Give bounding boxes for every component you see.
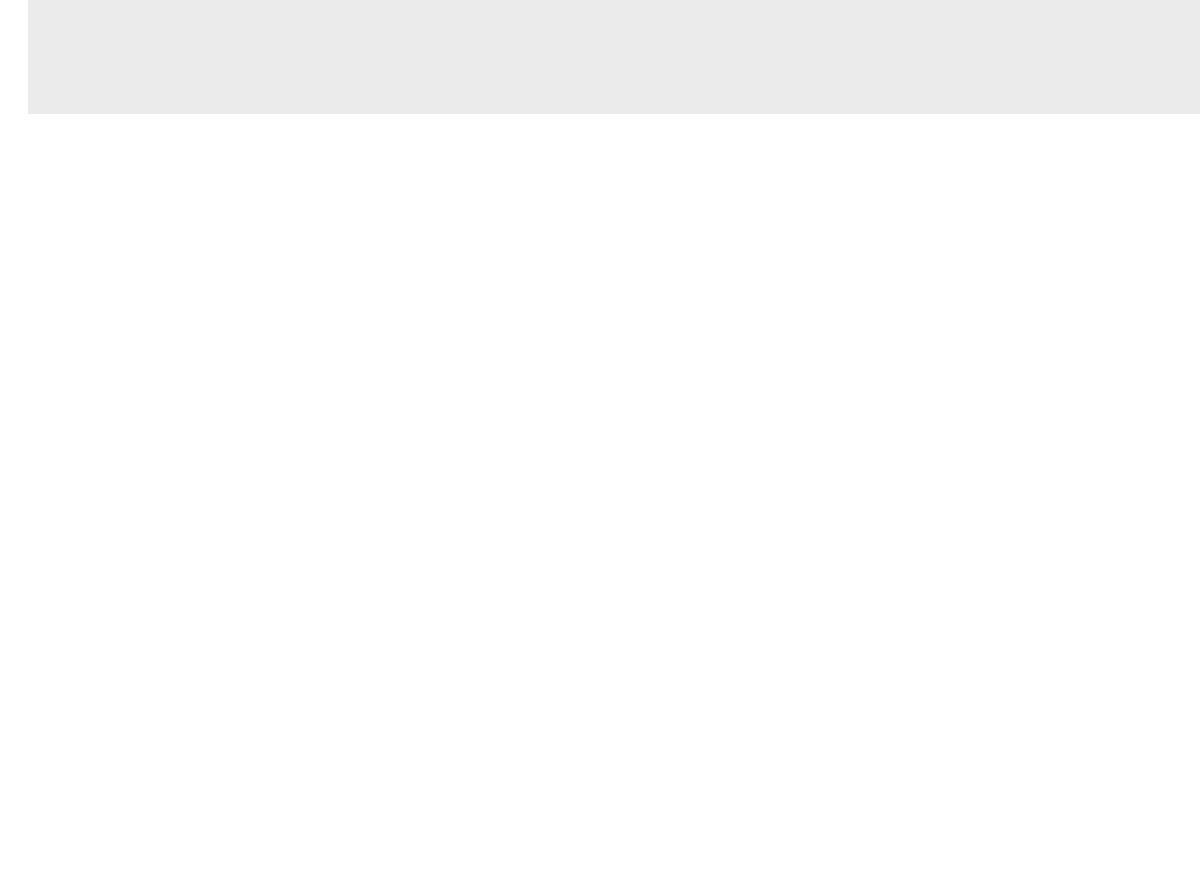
header-paid [928, 0, 1200, 114]
header-code [28, 0, 120, 114]
header-kcp [516, 0, 818, 114]
table-header [28, 0, 1200, 114]
header-direction [120, 0, 452, 114]
section-title [28, 114, 1200, 158]
header-total [452, 0, 516, 114]
section-heading [28, 114, 1200, 158]
header-quota [818, 0, 928, 114]
